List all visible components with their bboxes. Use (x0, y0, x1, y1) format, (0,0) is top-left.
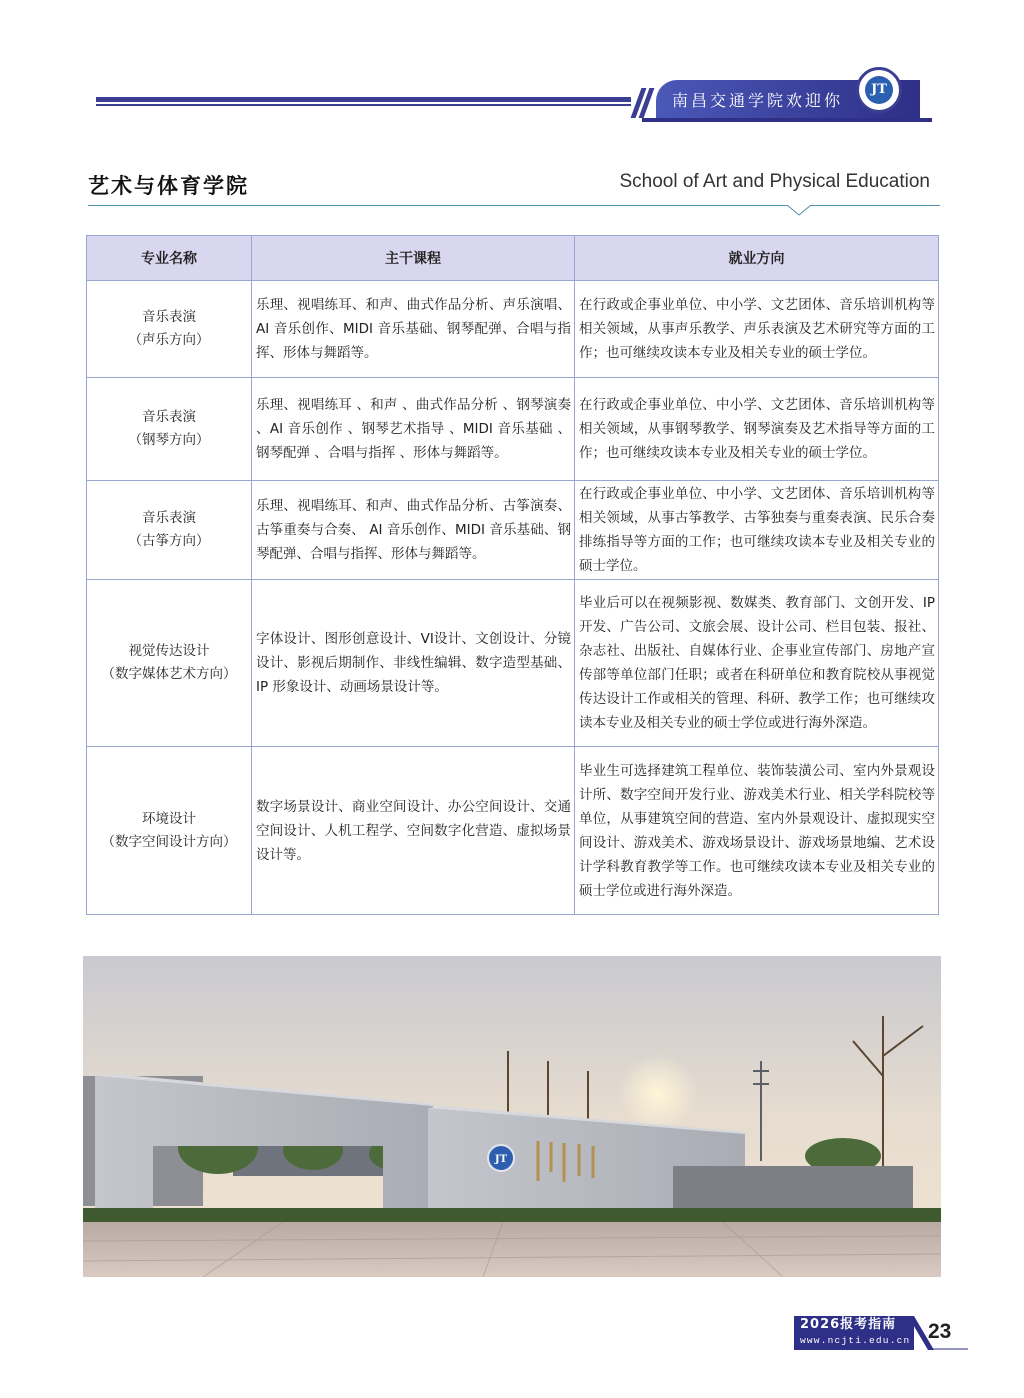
page-number: 23 (928, 1320, 952, 1343)
major-name-cell (87, 747, 252, 915)
section-title-english: School of Art and Physical Education (619, 171, 930, 192)
major-name: 音乐表演 (142, 510, 196, 526)
main-courses-cell: 乐理、视唱练耳 、和声 、曲式作品分析 、钢琴演奏 、AI 音乐创作 、钢琴艺术指导 、MIDI 音乐基础 、钢琴配弹 、合唱与指挥 、形体与舞蹈等。 (252, 378, 575, 481)
main-courses-cell: 乐理、视唱练耳、和声、曲式作品分析、声乐演唱、AI 音乐创作、MIDI 音乐基础、钢琴配弹、合唱与指挥、形体与舞蹈等。 (252, 281, 575, 378)
major-name: 视觉传达设计 (128, 643, 210, 659)
main-courses-cell: 乐理、视唱练耳、和声、曲式作品分析、古筝演奏、古筝重奏与合奏、 AI 音乐创作、MIDI 音乐基础、钢琴配弹、合唱与指挥、形体与舞蹈等。 (252, 481, 575, 580)
plaza (83, 1222, 941, 1277)
campus-gate-photo (83, 956, 941, 1277)
footer-guide-badge (794, 1316, 914, 1350)
major-direction: （声乐方向） (128, 332, 210, 348)
career-direction-cell: 毕业后可以在视频影视、数媒类、教育部门、文创开发、IP 开发、广告公司、文旅会展、设计公司、栏目包装、报社、杂志社、出版社、自媒体行业、企事业宣传部门、房地产宣传部等单位部门任职；或者在科研单位和教育院校从事视觉传达设计工作或相关的管理、科研、教学工作；也可继续攻读本专业及相关专业的硕士学位或进行海外深造。 (575, 580, 939, 747)
header-rule-thick (96, 97, 631, 102)
school-logo-mark: JT (865, 76, 893, 104)
major-name-cell (87, 580, 252, 747)
main-courses-cell: 字体设计、图形创意设计、VI设计、文创设计、分镜设计、影视后期制作、非线性编辑、数字造型基础、IP 形象设计、动画场景设计等。 (252, 580, 575, 747)
major-direction: （钢琴方向） (128, 432, 210, 448)
career-direction-cell: 毕业生可选择建筑工程单位、装饰装潢公司、室内外景观设计所、数字空间开发行业、游戏美术行业、相关学科院校等单位，从事建筑空间的营造、室内外景观设计、虚拟现实空间设计、游戏美术、游戏场景设计、游戏场景地编、艺术设计学科教育教学等工作。也可继续攻读本专业及相关专业的硕士学位或进行海外深造。 (575, 747, 939, 915)
header-banner-base (642, 118, 932, 122)
table-header-row (87, 236, 939, 281)
table-row (87, 580, 939, 747)
career-direction-cell: 在行政或企事业单位、中小学、文艺团体、音乐培训机构等相关领域，从事钢琴教学、钢琴演奏及艺术指导等方面的工作；也可继续攻读本专业及相关专业的硕士学位。 (575, 378, 939, 481)
career-direction-cell: 在行政或企事业单位、中小学、文艺团体、音乐培训机构等相关领域，从事声乐教学、声乐表演及艺术研究等方面的工作；也可继续攻读本专业及相关专业的硕士学位。 (575, 281, 939, 378)
hedge (83, 1208, 941, 1222)
section-divider-notch (787, 205, 811, 217)
table-row (87, 281, 939, 378)
major-name-cell (87, 378, 252, 481)
school-logo (856, 67, 902, 113)
major-name: 环境设计 (142, 810, 196, 827)
footer-guide-title: 2026报考指南 (800, 1317, 897, 1332)
table-row (87, 747, 939, 915)
footer-website: www.ncjti.edu.cn (800, 1335, 911, 1346)
main-courses-cell: 数字场景设计、商业空间设计、办公空间设计、交通空间设计、人机工程学、空间数字化营造、虚拟场景设计等。 (252, 747, 575, 915)
header-career-direction: 就业方向 (575, 236, 939, 281)
section-title-chinese: 艺术与体育学院 (88, 174, 249, 198)
major-name-cell (87, 281, 252, 378)
header-rule-thin (96, 104, 631, 106)
table-row (87, 378, 939, 481)
major-direction: （数字空间设计方向） (101, 833, 237, 850)
career-direction-cell: 在行政或企事业单位、中小学、文艺团体、音乐培训机构等相关领域，从事古筝教学、古筝独奏与重奏表演、民乐合奏排练指导等方面的工作；也可继续攻读本专业及相关专业的硕士学位。 (575, 481, 939, 580)
program-table (86, 235, 939, 915)
header-main-courses: 主干课程 (252, 236, 575, 281)
major-name: 音乐表演 (142, 409, 196, 425)
major-name-cell (87, 481, 252, 580)
table-row (87, 481, 939, 580)
header-major-name: 专业名称 (87, 236, 252, 281)
major-direction: （古筝方向） (128, 533, 210, 549)
major-name: 音乐表演 (142, 309, 196, 325)
gate-logo-text: JT (494, 1154, 508, 1165)
section-divider (88, 205, 940, 206)
major-direction: （数字媒体艺术方向） (101, 666, 237, 682)
header-welcome-text: 南昌交通学院欢迎你 (672, 91, 844, 110)
